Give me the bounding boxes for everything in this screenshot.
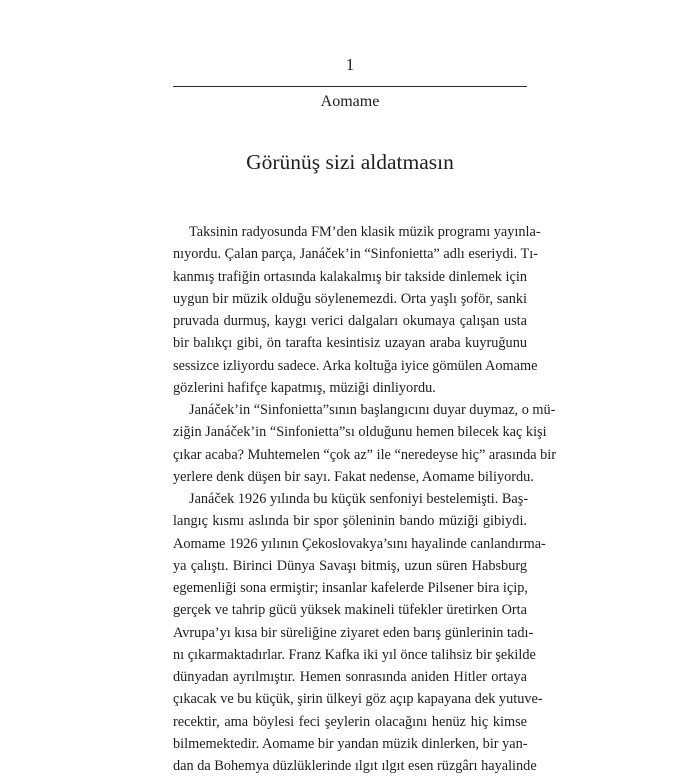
text-line: sessizce izliyordu sadece. Arka koltuğa iyice gömülen Aomame	[173, 357, 538, 374]
text-line: egemenliği sona ermiştir; insanlar kafelerde Pilsener bira içip,	[173, 580, 528, 596]
text-line: gözlerini hafifçe kapatmış, müziği dinliyordu.	[173, 379, 436, 396]
text-line: nı çıkarmaktadırlar. Franz Kafka iki yıl önce talihsiz bir şekilde	[173, 646, 536, 663]
text-line: Taksinin radyosunda FM’den klasik müzik programı yayınla-	[189, 224, 541, 240]
text-line: ziğin Janáček’in “Sinfonietta”sı olduğunu hemen bilecek kaç kişi	[173, 424, 547, 441]
text-line: çıkar acaba? Muhtemelen “çok az” ile “neredeyse hiç” arasında bir	[173, 446, 557, 463]
text-line: yerlere denk düşen bir sayı. Fakat nedense, Aomame biliyordu.	[173, 468, 534, 485]
text-line: Janáček 1926 yılında bu küçük senfoniyi bestelemişti. Baş-	[189, 491, 529, 507]
chapter-number: 1	[345, 55, 355, 74]
chapter-rule	[173, 86, 527, 87]
text-line: nıyordu. Çalan parça, Janáček’in “Sinfonietta” adlı eseriydi. Tı-	[173, 246, 538, 263]
text-line: pruvada durmuş, kaygı verici dalgaları okumaya çalışan usta	[173, 313, 527, 329]
text-line: Janáček’in “Sinfonietta”sının başlangıcını duyar duymaz, o mü-	[189, 402, 556, 418]
body-text	[173, 221, 557, 777]
text-line: recektir, ama böylesi feci şeylerin olacağını henüz hiç kimse	[173, 713, 527, 730]
chapter-title: Görünüş sizi aldatmasın	[246, 150, 454, 174]
text-line: dan da Bohemya düzlüklerinde ılgıt ılgıt esen rüzgârı hayalinde	[173, 758, 537, 774]
text-line: bir balıkçı gibi, ön tarafta kesintisiz uzayan araba kuyruğunu	[173, 335, 527, 352]
text-line: langıç kısmı aslında bir spor şöleninin bando müziği gibiydi.	[173, 513, 527, 530]
text-line: Aomame 1926 yılının Çekoslovakya’sını hayalinde canlandırma-	[173, 535, 546, 552]
text-line: uygun bir müzik olduğu söylenemezdi. Orta yaşlı şoför, sanki	[173, 290, 527, 307]
text-line: bilmemektedir. Aomame bir yandan müzik dinlerken, bir yan-	[173, 735, 528, 752]
text-line: kanmış trafiğin ortasında kalakalmış bir takside dinlemek için	[173, 268, 527, 285]
text-line: Avrupa’yı kısa bir süreliğine ziyaret eden barış günlerinin tadı-	[173, 624, 534, 641]
text-line: dünyadan ayrılmıştır. Hemen sonrasında aniden Hitler ortaya	[173, 669, 527, 685]
chapter-character-name: Aomame	[320, 93, 380, 110]
text-line: ya çalıştı. Birinci Dünya Savaşı bitmiş, uzun süren Habsburg	[173, 557, 527, 574]
text-line: gerçek ve tahrip gücü yüksek makineli tüfekler üretirken Orta	[173, 602, 527, 619]
text-line: çıkacak ve bu küçük, şirin ülkeyi göz açıp kapayana dek yutuve-	[173, 691, 543, 708]
